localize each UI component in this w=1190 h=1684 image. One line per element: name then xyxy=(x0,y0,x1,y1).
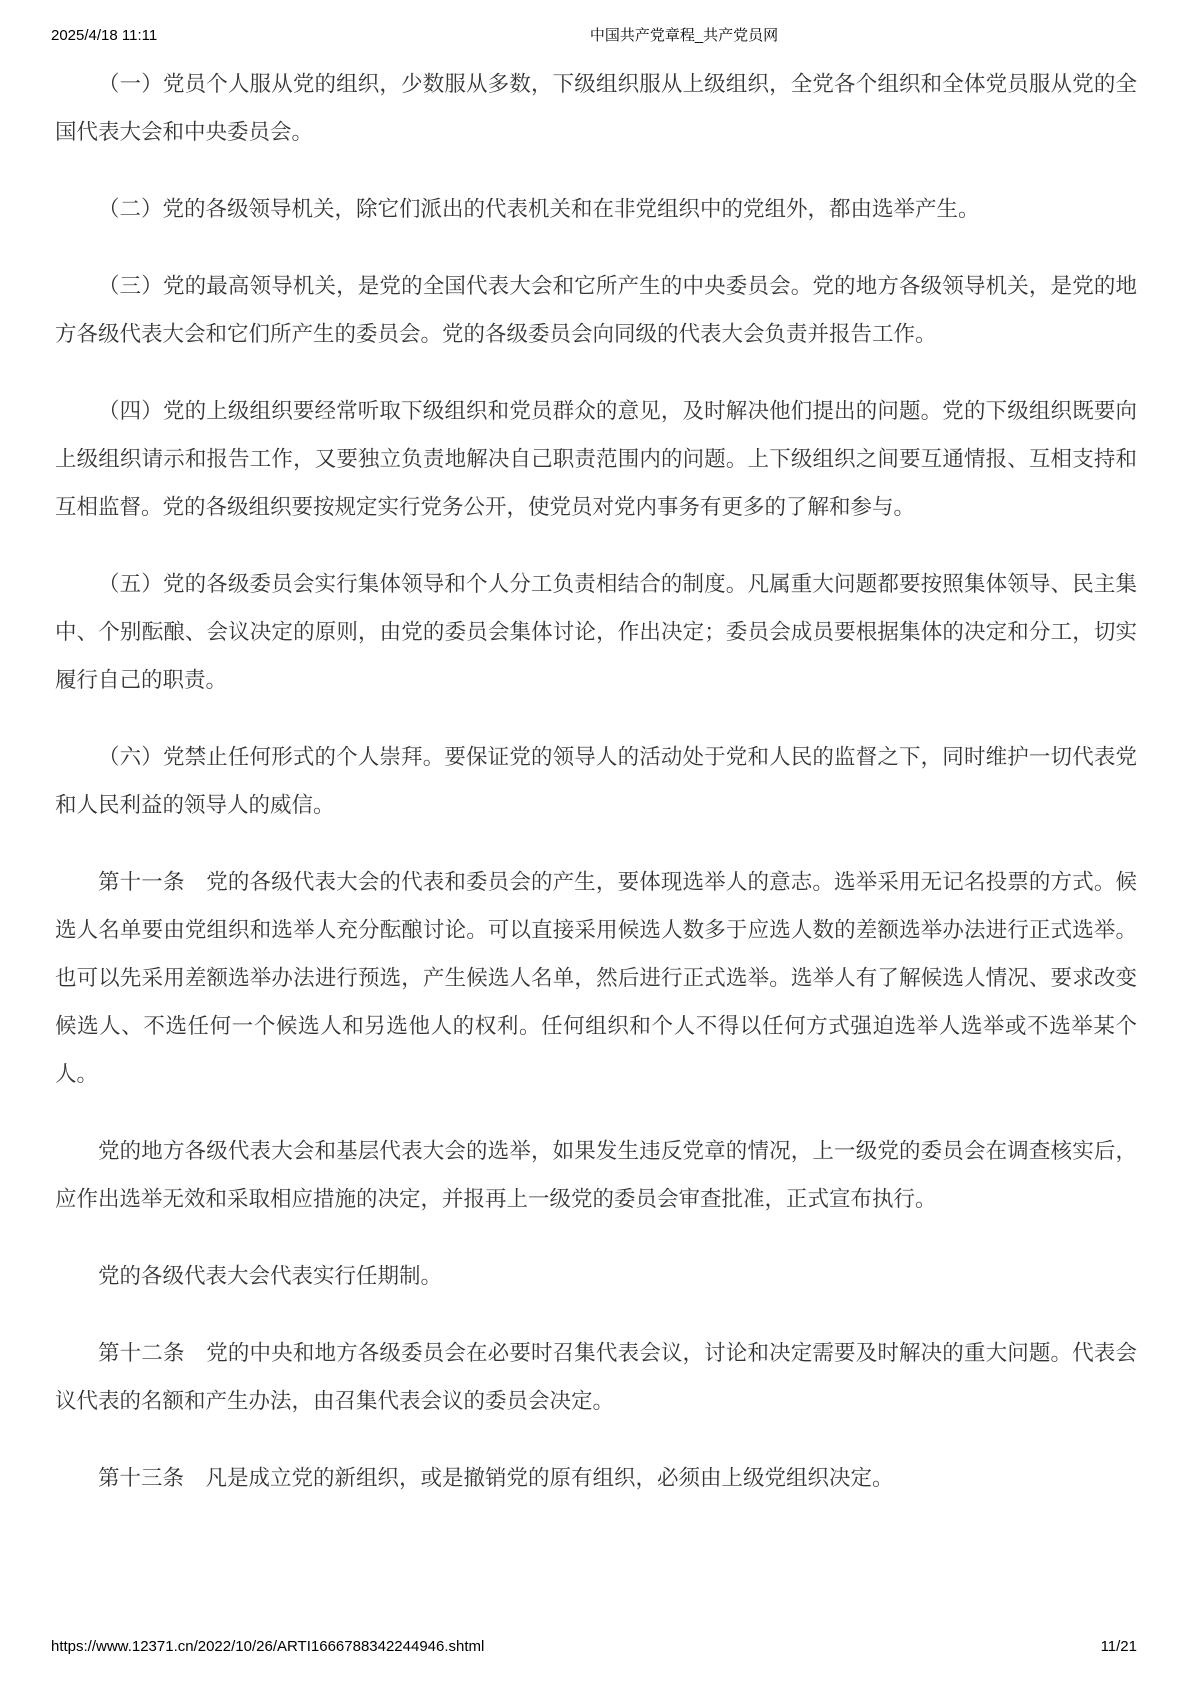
paragraph-item-1: （一）党员个人服从党的组织，少数服从多数，下级组织服从上级组织，全党各个组织和全体党员服从党的全国代表大会和中央委员会。 xyxy=(55,72,1137,144)
paragraph-item-6: （六）党禁止任何形式的个人崇拜。要保证党的领导人的活动处于党和人民的监督之下，同时维护一切代表党和人民利益的领导人的威信。 xyxy=(55,745,1137,817)
print-header xyxy=(51,27,1139,45)
document-body xyxy=(55,60,1137,1502)
paragraph-item-5: （五）党的各级委员会实行集体领导和个人分工负责相结合的制度。凡属重大问题都要按照集体领导、民主集中、个别酝酿、会议决定的原则，由党的委员会集体讨论，作出决定；委员会成员要根据集体的决定和分工，切实履行自己的职责。 xyxy=(55,572,1137,692)
print-footer xyxy=(51,1638,1137,1656)
paragraph-article-12: 第十二条 党的中央和地方各级委员会在必要时召集代表会议，讨论和决定需要及时解决的重大问题。代表会议代表的名额和产生办法，由召集代表会议的委员会决定。 xyxy=(55,1341,1137,1413)
paragraph-item-3: （三）党的最高领导机关，是党的全国代表大会和它所产生的中央委员会。党的地方各级领导机关，是党的地方各级代表大会和它们所产生的委员会。党的各级委员会向同级的代表大会负责并报告工作。 xyxy=(55,274,1137,346)
page-title: 中国共产党章程_共产党员网 xyxy=(589,27,779,44)
paragraph-item-4: （四）党的上级组织要经常听取下级组织和党员群众的意见，及时解决他们提出的问题。党的下级组织既要向上级组织请示和报告工作，又要独立负责地解决自己职责范围内的问题。上下级组织之间要互通情报、互相支持和互相监督。党的各级组织要按规定实行党务公开，使党员对党内事务有更多的了解和参与。 xyxy=(55,399,1137,519)
footer-source-url: https://www.12371.cn/2022/10/26/ARTI1666788342244946.shtml xyxy=(51,1638,485,1655)
page-number: 11/21 xyxy=(1100,1638,1137,1655)
print-datetime: 2025/4/18 11:11 xyxy=(51,27,158,44)
paragraph-article-11: 第十一条 党的各级代表大会的代表和委员会的产生，要体现选举人的意志。选举采用无记名投票的方式。候选人名单要由党组织和选举人充分酝酿讨论。可以直接采用候选人数多于应选人数的差额选举办法进行正式选举。也可以先采用差额选举办法进行预选，产生候选人名单，然后进行正式选举。选举人有了解候选人情况、要求改变候选人、不选任何一个候选人和另选他人的权利。任何组织和个人不得以任何方式强迫选举人选举或不选举某个人。 xyxy=(55,870,1137,1086)
paragraph-item-2: （二）党的各级领导机关，除它们派出的代表机关和在非党组织中的党组外，都由选举产生。 xyxy=(98,197,980,221)
paragraph-article-13: 第十三条 凡是成立党的新组织，或是撤销党的原有组织，必须由上级党组织决定。 xyxy=(98,1466,894,1490)
paragraph-item-9: 党的各级代表大会代表实行任期制。 xyxy=(98,1264,443,1288)
paragraph-item-8: 党的地方各级代表大会和基层代表大会的选举，如果发生违反党章的情况，上一级党的委员会在调查核实后，应作出选举无效和采取相应措施的决定，并报再上一级党的委员会审查批准，正式宣布执行。 xyxy=(55,1139,1137,1211)
